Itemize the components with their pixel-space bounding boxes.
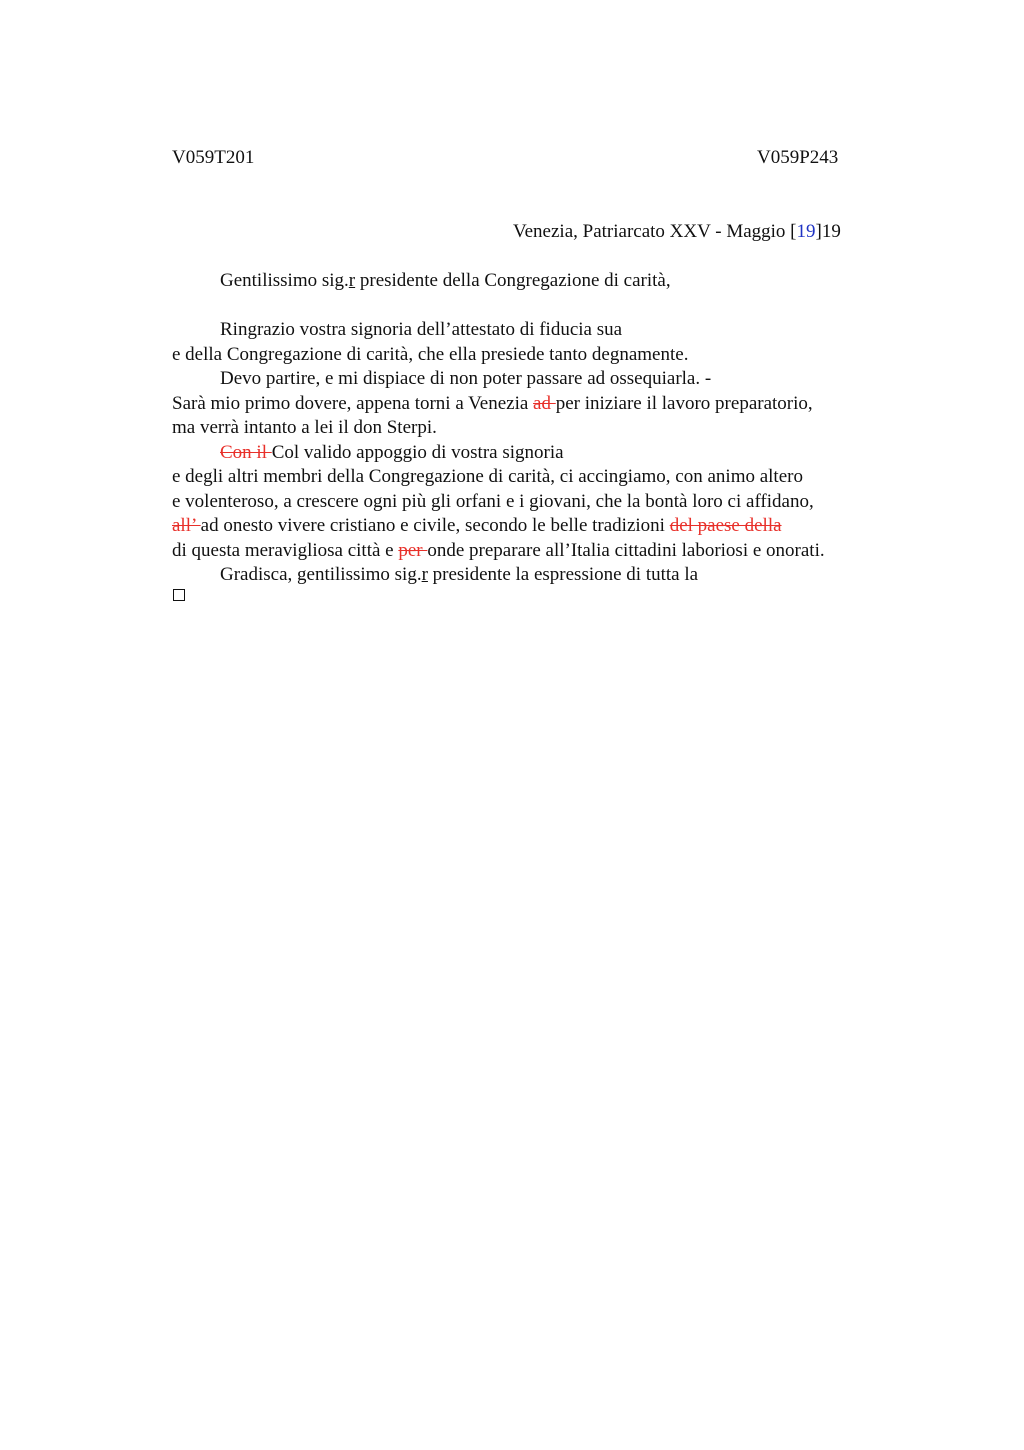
dateline-editor-insert: 19 bbox=[796, 221, 816, 242]
deletion: Con il bbox=[220, 441, 272, 463]
dateline bbox=[513, 220, 841, 245]
body-line-10-a: di questa meravigliosa città e bbox=[172, 539, 399, 561]
square-outline-icon bbox=[173, 589, 185, 601]
body-line-10 bbox=[172, 539, 825, 564]
dateline-suffix: ]19 bbox=[815, 221, 841, 242]
body-line-4-b: per iniziare il lavoro preparatorio, bbox=[555, 392, 813, 414]
deletion: del paese della bbox=[669, 515, 782, 536]
body-line-11-abbr: r bbox=[421, 564, 428, 585]
body-line-3: Devo partire, e mi dispiace di non poter passare ad ossequiarla. - bbox=[220, 368, 712, 389]
deletion: per bbox=[398, 539, 428, 561]
salutation-abbr: r bbox=[348, 270, 356, 291]
salutation-before: Gentilissimo sig. bbox=[220, 270, 349, 291]
body-line-2: e della Congregazione di carità, che ella presiede tanto degnamente. bbox=[172, 343, 689, 365]
body-line-11-b: presidente la espressione di tutta la bbox=[427, 564, 699, 585]
body-line-8: e volenteroso, a crescere ogni più gli orfani e i giovani, che la bontà loro ci affidano, bbox=[172, 490, 814, 512]
deletion: ad bbox=[533, 392, 556, 414]
body-line-4 bbox=[172, 392, 813, 417]
salutation-after: presidente della Congregazione di carità, bbox=[355, 270, 671, 291]
body-line-11-a: Gradisca, gentilissimo sig. bbox=[220, 564, 422, 585]
body-line-7: e degli altri membri della Congregazione di carità, ci accingiamo, con animo altero bbox=[172, 466, 803, 487]
dateline-prefix: Venezia, Patriarcato XXV - Maggio [ bbox=[513, 221, 797, 242]
body-line-4-a: Sarà mio primo dovere, appena torni a Venezia bbox=[172, 392, 534, 414]
body-line-5: ma verrà intanto a lei il don Sterpi. bbox=[172, 417, 437, 438]
body-line-6 bbox=[220, 441, 564, 466]
body-line-10-b: onde preparare all’Italia cittadini laboriosi e onorati. bbox=[427, 539, 825, 561]
document-ref-left: V059T201 bbox=[172, 147, 255, 168]
document-ref-right: V059P243 bbox=[757, 147, 839, 168]
body-line-11 bbox=[220, 563, 698, 588]
body-line-6-b: Col valido appoggio di vostra signoria bbox=[271, 441, 564, 463]
body-line-9 bbox=[172, 514, 782, 539]
salutation bbox=[220, 269, 671, 294]
deletion: all’ bbox=[172, 515, 201, 536]
body-line-9-a: ad onesto vivere cristiano e civile, secondo le belle tradizioni bbox=[200, 515, 670, 536]
body-line-1: Ringrazio vostra signoria dell’attestato di fiducia sua bbox=[220, 319, 623, 340]
